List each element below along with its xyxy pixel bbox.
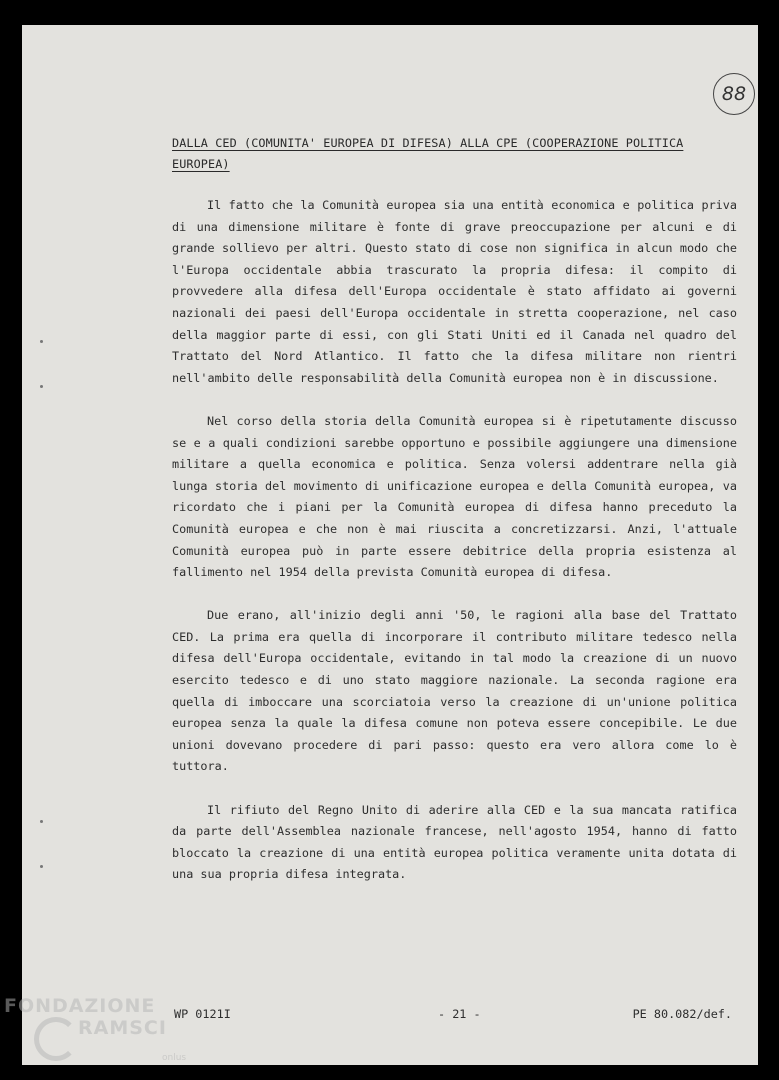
punch-mark <box>40 820 43 823</box>
punch-mark <box>40 385 43 388</box>
footer-doc-code: WP 0121I <box>174 1007 231 1021</box>
fondazione-gramsci-watermark <box>4 995 194 1075</box>
watermark-sub: onlus <box>162 1053 187 1063</box>
watermark-line2: RAMSCI <box>78 1017 167 1039</box>
document-title: DALLA CED (COMUNITA' EUROPEA DI DIFESA) ALLA CPE (COOPERAZIONE POLITICA EUROPEA) <box>172 136 684 171</box>
document-page <box>22 25 758 1065</box>
paragraph-1: Il fatto che la Comunità europea sia una entità economica e politica priva di una dimensione militare è fonte di grave preoccupazione per alcuni e di grande sollievo per altri. Questo stato di cose non significa in alcun modo che l'Europa occidentale abbia trascurato la propria difesa: il compito di provvedere alla difesa dell'Europa occidentale è stato affidato ai governi nazionali dei paesi dell'Europa occidentale in stretta cooperazione, nel caso della maggior parte di essi, con gli Stati Uniti ed il Canada nel quadro del Trattato del Nord Atlantico. Il fatto che la difesa militare non rientri nell'ambito delle responsabilità della Comunità europea non è in discussione. <box>172 198 737 385</box>
document-body <box>172 195 737 908</box>
footer-page-number: - 21 - <box>438 1007 481 1021</box>
paragraph-2: Nel corso della storia della Comunità europea si è ripetutamente discusso se e a quali condizioni sarebbe opportuno e possibile aggiungere una dimensione militare a quella economica e politica. Senza volersi addentrare nella già lunga storia del movimento di unificazione europea e della Comunità europea, va ricordato che i piani per la Comunità europea di difesa hanno preceduto la Comunità europea e che non è mai riuscita a concretizzarsi. Anzi, l'attuale Comunità europea può in parte essere debitrice della propria esistenza al fallimento nel 1954 della prevista Comunità europea di difesa. <box>172 413 737 580</box>
watermark-g-logo-icon <box>34 1017 78 1061</box>
paragraph-4: Il rifiuto del Regno Unito di aderire alla CED e la sua mancata ratifica da parte dell'Assemblea nazionale francese, nell'agosto 1954, hanno di fatto bloccato la creazione di una entità europea politica veramente unita dotata di una sua propria difesa integrata. <box>172 802 737 882</box>
watermark-line1: FONDAZIONE <box>4 995 156 1017</box>
paragraph-3: Due erano, all'inizio degli anni '50, le ragioni alla base del Trattato CED. La prima era quella di incorporare il contributo militare tedesco nella difesa dell'Europa occidentale, evitando in tal modo la creazione di un nuovo esercito tedesco e di uno stato maggiore nazionale. La seconda ragione era quella di imboccare una scorciatoia verso la creazione di un'unione politica europea senza la quale la difesa comune non poteva essere concepibile. Le due unioni dovevano procedere di pari passo: questo era vero allora come lo è tuttora. <box>172 608 737 774</box>
punch-mark <box>40 865 43 868</box>
handwritten-page-number: 88 <box>713 73 755 115</box>
footer-reference: PE 80.082/def. <box>632 1007 732 1021</box>
punch-mark <box>40 340 43 343</box>
